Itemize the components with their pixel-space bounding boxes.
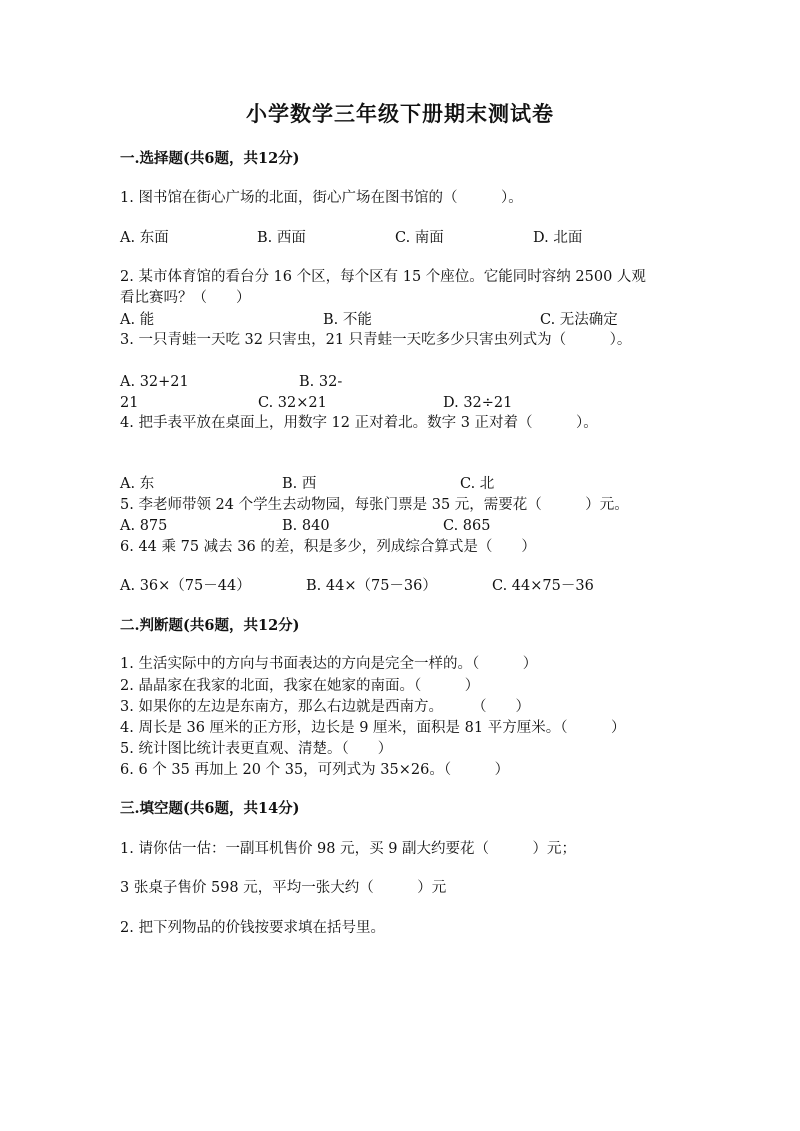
question-4-stem: 4. 把手表平放在桌面上，用数字 12 正对着北。数字 3 正对着（ ）。 [120,415,598,431]
question-6-option-a: A. 36×（75－44） [120,578,251,594]
question-2-option-c: C. 无法确定 [540,312,618,328]
question-2-option-a: A. 能 [120,312,155,328]
list-item: 2. 晶晶家在我家的北面，我家在她家的南面。（ ） [120,678,480,694]
question-3-stem: 3. 一只青蛙一天吃 32 只害虫，21 只青蛙一天吃多少只害虫列式为（ ）。 [120,332,632,348]
section-heading-fill-blank: 三.填空题(共6题，共14分) [120,800,300,817]
list-item: 3 张桌子售价 598 元，平均一张大约（ ）元 [120,880,447,896]
list-item: 5. 统计图比统计表更直观、清楚。（ ） [120,741,393,757]
question-5-option-c: C. 865 [443,518,491,534]
question-5-option-a: A. 875 [120,518,168,534]
question-3-option-b-line1: B. 32- [299,374,343,390]
question-3-option-d: D. 32÷21 [443,395,513,411]
question-4-option-a: A. 东 [120,476,155,492]
question-2-stem-line2: 看比赛吗？（ ） [120,290,251,306]
question-6-stem: 6. 44 乘 75 减去 36 的差，积是多少，列成综合算式是（ ） [120,539,536,555]
list-item: 1. 生活实际中的方向与书面表达的方向是完全一样的。（ ） [120,656,538,672]
question-2-option-b: B. 不能 [323,312,372,328]
question-1-stem: 1. 图书馆在街心广场的北面，街心广场在图书馆的（ ）。 [120,190,523,206]
question-1-option-d: D. 北面 [533,230,583,246]
question-1-option-a: A. 东面 [120,230,169,246]
section-heading-true-false: 二.判断题(共6题，共12分) [120,617,300,634]
exam-title: 小学数学三年级下册期末测试卷 [246,101,554,126]
question-5-stem: 5. 李老师带领 24 个学生去动物园，每张门票是 35 元，需要花（ ）元。 [120,497,629,513]
question-3-option-a: A. 32+21 [120,374,189,390]
question-1-option-b: B. 西面 [257,230,306,246]
list-item: 4. 周长是 36 厘米的正方形，边长是 9 厘米，面积是 81 平方厘米。（ ） [120,720,626,736]
question-2-stem-line1: 2. 某市体育馆的看台分 16 个区，每个区有 15 个座位。它能同时容纳 2500 人观 [120,269,646,285]
question-3-option-c: C. 32×21 [258,395,327,411]
question-6-option-c: C. 44×75－36 [492,578,594,594]
list-item: 6. 6 个 35 再加上 20 个 35，可列式为 35×26。（ ） [120,762,510,778]
list-item: 2. 把下列物品的价钱按要求填在括号里。 [120,920,385,936]
question-5-option-b: B. 840 [282,518,330,534]
question-1-option-c: C. 南面 [395,230,444,246]
question-4-option-b: B. 西 [282,476,317,492]
question-4-option-c: C. 北 [460,476,495,492]
list-item: 3. 如果你的左边是东南方，那么右边就是西南方。 （ ） [120,699,530,715]
question-3-option-b-line2: 21 [120,395,139,411]
section-heading-choice: 一.选择题(共6题，共12分) [120,150,300,167]
list-item: 1. 请你估一估：一副耳机售价 98 元，买 9 副大约要花（ ）元； [120,841,577,857]
question-6-option-b: B. 44×（75－36） [306,578,437,594]
